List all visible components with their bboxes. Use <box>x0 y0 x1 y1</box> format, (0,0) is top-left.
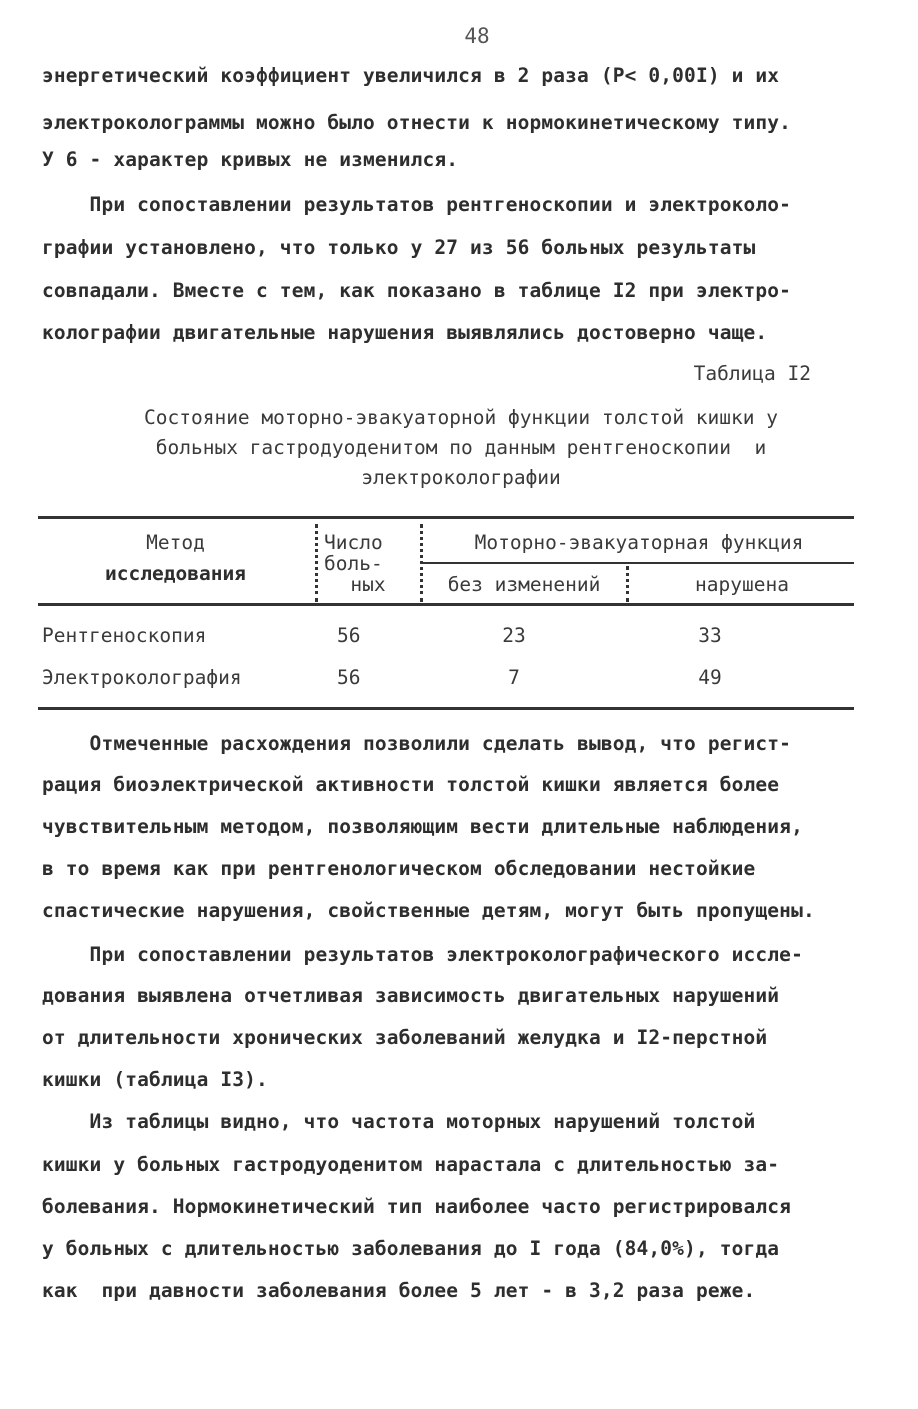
page-number: 48 <box>464 24 490 48</box>
table-cell-count: 56 <box>337 624 361 647</box>
table-cell-method: Электроколография <box>42 666 242 689</box>
table-label: Таблица I2 <box>693 362 811 385</box>
paragraph-line: Отмеченные расхождения позволили сделать вывод, что регист- <box>42 732 792 755</box>
table-bottom-rule <box>38 707 854 710</box>
paragraph-line: При сопоставлении результатов рентгеноскопии и электроколо- <box>42 193 792 216</box>
paragraph-line: от длительности хронических заболеваний желудка и I2-перстной <box>42 1026 768 1049</box>
header-method: исследования <box>105 562 246 585</box>
header-method: Метод <box>146 531 205 554</box>
table-cell-impaired: 33 <box>698 624 722 647</box>
header-function-group: Моторно-эвакуаторная функция <box>474 531 804 554</box>
paragraph-line: энергетический коэффициент увеличился в 2 раза (Р< 0,00I) и их <box>42 64 780 87</box>
header-count: Число <box>324 531 383 554</box>
paragraph-line: колографии двигательные нарушения выявлялись достоверно чаще. <box>42 321 768 344</box>
paragraph-line: болевания. Нормокинетический тип наиболее часто регистрировался <box>42 1195 792 1218</box>
paragraph-line: спастические нарушения, свойственные детям, могут быть пропущены. <box>42 899 815 922</box>
paragraph-line: При сопоставлении результатов электроколографического иссле- <box>42 943 803 966</box>
header-count: ных <box>350 573 386 596</box>
table-column-divider <box>626 566 629 602</box>
paragraph-line: дования выявлена отчетливая зависимость двигательных нарушений <box>42 984 780 1007</box>
table-caption: электроколографии <box>361 466 561 489</box>
table-cell-count: 56 <box>337 666 361 689</box>
paragraph-line: кишки (таблица I3). <box>42 1068 268 1091</box>
paragraph-line: у больных с длительностью заболевания до I года (84,0%), тогда <box>42 1237 780 1260</box>
paragraph-line: чувствительным методом, позволяющим вести длительные наблюдения, <box>42 815 803 838</box>
paragraph-line: в то время как при рентгенологическом обследовании нестойкие <box>42 857 756 880</box>
table-cell-method: Рентгеноскопия <box>42 624 207 647</box>
paragraph-line: рация биоэлектрической активности толстой кишки является более <box>42 773 780 796</box>
paragraph-line: совпадали. Вместе с тем, как показано в таблице I2 при электро- <box>42 279 792 302</box>
paragraph-line: графии установлено, что только у 27 из 56 больных результаты <box>42 236 756 259</box>
table-top-rule <box>38 516 854 519</box>
paragraph-line: У 6 - характер кривых не изменился. <box>42 148 459 171</box>
table-header-rule <box>38 603 854 606</box>
paragraph-line: электроколограммы можно было отнести к нормокинетическому типу. <box>42 111 792 134</box>
table-cell-no-change: 7 <box>508 666 520 689</box>
table-subheader-rule <box>420 562 854 564</box>
header-count: боль- <box>324 552 383 575</box>
table-cell-no-change: 23 <box>502 624 526 647</box>
table-cell-impaired: 49 <box>698 666 722 689</box>
table-column-divider <box>420 524 423 602</box>
paragraph-line: кишки у больных гастродуоденитом нарастала с длительностью за- <box>42 1153 780 1176</box>
table-caption: Состояние моторно-эвакуаторной функции толстой кишки у <box>144 406 778 429</box>
table-caption: больных гастродуоденитом по данным рентгеноскопии и <box>155 436 767 459</box>
header-impaired: нарушена <box>695 573 789 596</box>
paragraph-line: Из таблицы видно, что частота моторных нарушений толстой <box>42 1110 756 1133</box>
paragraph-line: как при давности заболевания более 5 лет - в 3,2 раза реже. <box>42 1279 756 1302</box>
header-no-change: без изменений <box>447 573 601 596</box>
